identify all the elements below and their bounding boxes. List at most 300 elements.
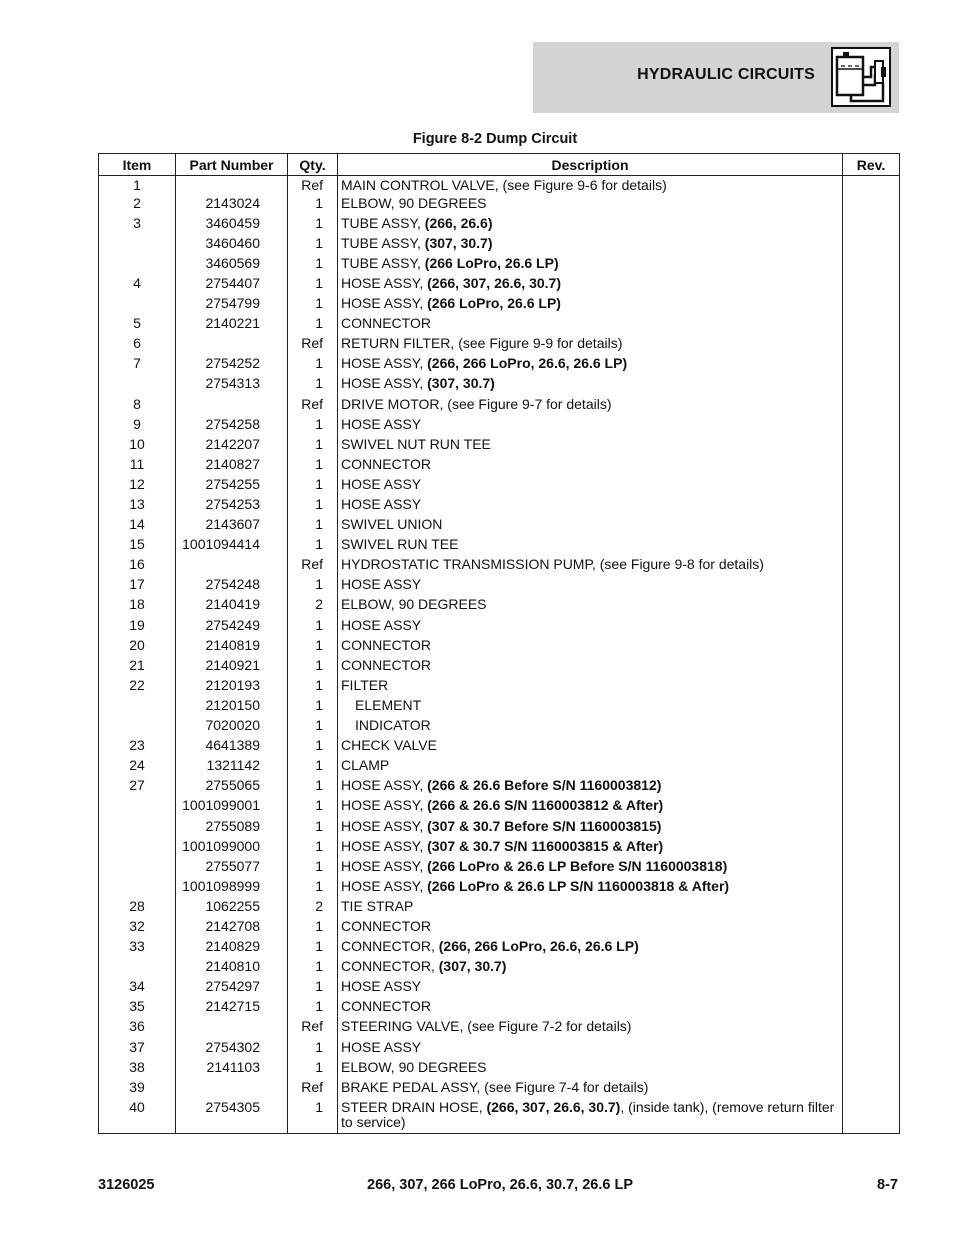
- qty-cell: 1: [288, 698, 338, 718]
- table-row: [99, 457, 900, 477]
- table-row: [99, 939, 900, 959]
- item-cell: 40: [99, 1100, 176, 1134]
- description-cell: [338, 276, 843, 296]
- description-cell: [338, 778, 843, 798]
- description-text: HOSE ASSY,: [341, 817, 428, 834]
- qty-cell: 1: [288, 658, 338, 678]
- part-number-cell: [176, 336, 288, 356]
- item-cell: 23: [99, 738, 176, 758]
- qty-cell: Ref: [288, 557, 338, 577]
- description-cell: [338, 316, 843, 336]
- description-text: CONNECTOR: [341, 998, 431, 1015]
- item-cell: [99, 698, 176, 718]
- item-cell: 32: [99, 919, 176, 939]
- table-row: [99, 618, 900, 638]
- description-cell: [338, 256, 843, 276]
- qty-cell: 1: [288, 979, 338, 999]
- table-row: [99, 176, 900, 196]
- rev-cell: [843, 216, 900, 236]
- description-cell: [338, 819, 843, 839]
- qty-cell: 1: [288, 1040, 338, 1060]
- qty-cell: 2: [288, 597, 338, 617]
- table-row: [99, 256, 900, 276]
- part-number-cell: 1001099000: [176, 839, 288, 859]
- part-number-cell: 2140921: [176, 658, 288, 678]
- part-number-cell: 3460569: [176, 256, 288, 276]
- part-number-cell: 7020020: [176, 718, 288, 738]
- table-row: [99, 1100, 900, 1134]
- column-header-description: Description: [338, 154, 843, 176]
- description-cell: [338, 1080, 843, 1100]
- part-number-cell: [176, 397, 288, 417]
- description-cell: [338, 356, 843, 376]
- item-cell: 21: [99, 658, 176, 678]
- item-cell: 16: [99, 557, 176, 577]
- description-cell: [338, 979, 843, 999]
- description-cell: [338, 899, 843, 919]
- part-number-cell: 1321142: [176, 758, 288, 778]
- model-list: 266, 307, 266 LoPro, 26.6, 30.7, 26.6 LP: [367, 1177, 633, 1193]
- rev-cell: [843, 658, 900, 678]
- description-text: STEERING VALVE, (see Figure 7-2 for details): [341, 1018, 632, 1035]
- part-number-cell: 2755089: [176, 819, 288, 839]
- qty-cell: 1: [288, 718, 338, 738]
- qty-cell: 1: [288, 537, 338, 557]
- rev-cell: [843, 437, 900, 457]
- description-cell: [338, 597, 843, 617]
- table-row: [99, 597, 900, 617]
- qty-cell: 1: [288, 939, 338, 959]
- description-text: SWIVEL NUT RUN TEE: [341, 435, 491, 452]
- item-cell: 15: [99, 537, 176, 557]
- part-number-cell: 2754297: [176, 979, 288, 999]
- rev-cell: [843, 376, 900, 396]
- item-cell: [99, 376, 176, 396]
- table-row: [99, 537, 900, 557]
- item-cell: 19: [99, 618, 176, 638]
- table-row: [99, 236, 900, 256]
- rev-cell: [843, 939, 900, 959]
- part-number-cell: 2754302: [176, 1040, 288, 1060]
- description-text: SWIVEL UNION: [341, 516, 443, 533]
- part-number-cell: [176, 176, 288, 196]
- rev-cell: [843, 758, 900, 778]
- rev-cell: [843, 798, 900, 818]
- table-row: [99, 216, 900, 236]
- rev-cell: [843, 356, 900, 376]
- part-number-cell: 2754248: [176, 577, 288, 597]
- description-text: TUBE ASSY,: [341, 214, 425, 231]
- hydraulic-circuit-icon: [831, 47, 891, 107]
- description-cell: [338, 196, 843, 216]
- table-row: [99, 698, 900, 718]
- qty-cell: 1: [288, 457, 338, 477]
- part-number-cell: 2120150: [176, 698, 288, 718]
- description-text: HOSE ASSY,: [341, 837, 428, 854]
- rev-cell: [843, 397, 900, 417]
- qty-cell: 1: [288, 236, 338, 256]
- rev-cell: [843, 859, 900, 879]
- table-row: [99, 397, 900, 417]
- description-text: HOSE ASSY,: [341, 355, 428, 372]
- part-number-cell: 2754252: [176, 356, 288, 376]
- item-cell: [99, 718, 176, 738]
- qty-cell: 1: [288, 879, 338, 899]
- table-row: [99, 497, 900, 517]
- item-cell: 13: [99, 497, 176, 517]
- item-cell: 27: [99, 778, 176, 798]
- description-text: BRAKE PEDAL ASSY, (see Figure 7-4 for details): [341, 1078, 649, 1095]
- item-cell: 17: [99, 577, 176, 597]
- item-cell: 10: [99, 437, 176, 457]
- qty-cell: 1: [288, 778, 338, 798]
- part-number-cell: 1001094414: [176, 537, 288, 557]
- rev-cell: [843, 517, 900, 537]
- description-text: STEER DRAIN HOSE,: [341, 1098, 487, 1115]
- qty-cell: 1: [288, 316, 338, 336]
- part-number-cell: [176, 557, 288, 577]
- part-number-cell: 3460460: [176, 236, 288, 256]
- description-note: , (inside tank), (remove return filter to service): [341, 1098, 835, 1130]
- description-text: TUBE ASSY,: [341, 234, 425, 251]
- description-cell: [338, 537, 843, 557]
- qty-cell: 1: [288, 959, 338, 979]
- description-model-spec: (266, 26.6): [424, 214, 493, 231]
- rev-cell: [843, 819, 900, 839]
- item-cell: 11: [99, 457, 176, 477]
- item-cell: 3: [99, 216, 176, 236]
- item-cell: 33: [99, 939, 176, 959]
- item-cell: 7: [99, 356, 176, 376]
- table-row: [99, 376, 900, 396]
- rev-cell: [843, 738, 900, 758]
- item-cell: 22: [99, 678, 176, 698]
- part-number-cell: 4641389: [176, 738, 288, 758]
- rev-cell: [843, 537, 900, 557]
- part-number-cell: 2141103: [176, 1060, 288, 1080]
- item-cell: 20: [99, 638, 176, 658]
- description-cell: [338, 758, 843, 778]
- description-text: TIE STRAP: [341, 897, 414, 914]
- table-row: [99, 658, 900, 678]
- rev-cell: [843, 236, 900, 256]
- description-cell: [338, 618, 843, 638]
- table-row: [99, 999, 900, 1019]
- table-row: [99, 276, 900, 296]
- description-model-spec: (266 LoPro, 26.6 LP): [427, 295, 561, 312]
- parts-table-body: [99, 176, 900, 1134]
- description-model-spec: (307 & 30.7 Before S/N 1160003815): [427, 817, 662, 834]
- table-row: [99, 738, 900, 758]
- qty-cell: 1: [288, 798, 338, 818]
- rev-cell: [843, 336, 900, 356]
- description-model-spec: (266, 266 LoPro, 26.6, 26.6 LP): [427, 355, 628, 372]
- description-text: HOSE ASSY: [341, 616, 422, 633]
- description-cell: [338, 919, 843, 939]
- rev-cell: [843, 778, 900, 798]
- rev-cell: [843, 577, 900, 597]
- part-number-cell: 2142715: [176, 999, 288, 1019]
- description-text: HOSE ASSY: [341, 475, 422, 492]
- description-text: HOSE ASSY: [341, 1038, 422, 1055]
- qty-cell: 2: [288, 899, 338, 919]
- section-title: HYDRAULIC CIRCUITS: [637, 66, 815, 83]
- item-cell: [99, 236, 176, 256]
- table-row: [99, 577, 900, 597]
- rev-cell: [843, 1080, 900, 1100]
- description-cell: [338, 176, 843, 196]
- description-model-spec: (266 LoPro & 26.6 LP Before S/N 1160003818): [427, 857, 728, 874]
- rev-cell: [843, 296, 900, 316]
- rev-cell: [843, 417, 900, 437]
- qty-cell: 1: [288, 1100, 338, 1134]
- qty-cell: 1: [288, 839, 338, 859]
- description-cell: [338, 477, 843, 497]
- rev-cell: [843, 316, 900, 336]
- description-text: CONNECTOR: [341, 636, 431, 653]
- part-number-cell: 2754253: [176, 497, 288, 517]
- description-text: HOSE ASSY: [341, 978, 422, 995]
- description-text: HOSE ASSY: [341, 576, 422, 593]
- description-cell: [338, 497, 843, 517]
- description-model-spec: (266 LoPro, 26.6 LP): [424, 254, 559, 271]
- table-row: [99, 1040, 900, 1060]
- item-cell: 38: [99, 1060, 176, 1080]
- part-number-cell: 2754255: [176, 477, 288, 497]
- description-model-spec: (266, 307, 26.6, 30.7): [427, 274, 561, 291]
- part-number-cell: 2754249: [176, 618, 288, 638]
- description-cell: [338, 417, 843, 437]
- item-cell: [99, 859, 176, 879]
- table-row: [99, 437, 900, 457]
- table-row: [99, 638, 900, 658]
- section-header: [533, 42, 899, 113]
- part-number-cell: 1001099001: [176, 798, 288, 818]
- item-cell: 39: [99, 1080, 176, 1100]
- item-cell: 14: [99, 517, 176, 537]
- part-number-cell: [176, 1019, 288, 1039]
- item-cell: 37: [99, 1040, 176, 1060]
- rev-cell: [843, 919, 900, 939]
- description-cell: [338, 939, 843, 959]
- rev-cell: [843, 1100, 900, 1134]
- qty-cell: Ref: [288, 1080, 338, 1100]
- table-row: [99, 798, 900, 818]
- description-cell: [338, 236, 843, 256]
- description-cell: [338, 879, 843, 899]
- description-model-spec: (266 & 26.6 S/N 1160003812 & After): [427, 797, 664, 814]
- rev-cell: [843, 959, 900, 979]
- table-row: [99, 778, 900, 798]
- description-cell: [338, 457, 843, 477]
- part-number-cell: 2142708: [176, 919, 288, 939]
- qty-cell: Ref: [288, 397, 338, 417]
- rev-cell: [843, 638, 900, 658]
- rev-cell: [843, 477, 900, 497]
- qty-cell: 1: [288, 919, 338, 939]
- rev-cell: [843, 678, 900, 698]
- description-cell: [338, 437, 843, 457]
- description-text: HOSE ASSY: [341, 496, 422, 512]
- description-text: CHECK VALVE: [341, 737, 437, 754]
- description-model-spec: (307, 30.7): [427, 375, 495, 392]
- qty-cell: 1: [288, 376, 338, 396]
- qty-cell: 1: [288, 417, 338, 437]
- table-row: [99, 718, 900, 738]
- qty-cell: 1: [288, 497, 338, 517]
- rev-cell: [843, 557, 900, 577]
- qty-cell: 1: [288, 859, 338, 879]
- part-number-cell: 2754799: [176, 296, 288, 316]
- description-text: HYDROSTATIC TRANSMISSION PUMP, (see Figure 9-8 for details): [341, 556, 764, 573]
- rev-cell: [843, 718, 900, 738]
- rev-cell: [843, 1040, 900, 1060]
- table-row: [99, 356, 900, 376]
- table-row: [99, 819, 900, 839]
- table-row: [99, 959, 900, 979]
- qty-cell: 1: [288, 638, 338, 658]
- part-number-cell: 2142207: [176, 437, 288, 457]
- qty-cell: 1: [288, 296, 338, 316]
- description-text: FILTER: [341, 676, 389, 693]
- description-text: CONNECTOR: [341, 315, 431, 332]
- qty-cell: 1: [288, 517, 338, 537]
- item-cell: 18: [99, 597, 176, 617]
- rev-cell: [843, 839, 900, 859]
- part-number-cell: 2140819: [176, 638, 288, 658]
- description-cell: [338, 336, 843, 356]
- part-number-cell: 2140827: [176, 457, 288, 477]
- part-number-cell: 1062255: [176, 899, 288, 919]
- qty-cell: 1: [288, 618, 338, 638]
- description-text: DRIVE MOTOR, (see Figure 9-7 for details): [341, 395, 612, 412]
- item-cell: 6: [99, 336, 176, 356]
- part-number-cell: 2754313: [176, 376, 288, 396]
- description-text: CONNECTOR,: [341, 938, 439, 955]
- figure-title: Figure 8-2 Dump Circuit: [412, 131, 578, 147]
- item-cell: 2: [99, 196, 176, 216]
- rev-cell: [843, 979, 900, 999]
- item-cell: [99, 256, 176, 276]
- table-row: [99, 417, 900, 437]
- description-cell: [338, 577, 843, 597]
- description-text: CLAMP: [341, 757, 390, 774]
- description-text: CONNECTOR: [341, 917, 431, 934]
- item-cell: 12: [99, 477, 176, 497]
- item-cell: [99, 959, 176, 979]
- part-number-cell: 2754407: [176, 276, 288, 296]
- page-number: 8-7: [877, 1177, 898, 1193]
- item-cell: 4: [99, 276, 176, 296]
- table-row: [99, 196, 900, 216]
- column-header-item: Item: [99, 154, 176, 176]
- description-cell: [338, 959, 843, 979]
- description-text: RETURN FILTER, (see Figure 9-9 for details): [341, 335, 623, 352]
- table-row: [99, 678, 900, 698]
- qty-cell: 1: [288, 738, 338, 758]
- rev-cell: [843, 176, 900, 196]
- description-cell: [338, 638, 843, 658]
- rev-cell: [843, 879, 900, 899]
- qty-cell: 1: [288, 356, 338, 376]
- item-cell: 35: [99, 999, 176, 1019]
- rev-cell: [843, 196, 900, 216]
- qty-cell: Ref: [288, 176, 338, 196]
- description-text: TUBE ASSY,: [341, 254, 425, 271]
- table-row: [99, 296, 900, 316]
- part-number-cell: 3460459: [176, 216, 288, 236]
- description-text: ELBOW, 90 DEGREES: [341, 596, 487, 613]
- qty-cell: 1: [288, 477, 338, 497]
- qty-cell: 1: [288, 216, 338, 236]
- description-cell: [338, 296, 843, 316]
- item-cell: 36: [99, 1019, 176, 1039]
- description-cell: [338, 839, 843, 859]
- qty-cell: Ref: [288, 336, 338, 356]
- description-cell: [338, 1040, 843, 1060]
- item-cell: 8: [99, 397, 176, 417]
- table-row: [99, 336, 900, 356]
- qty-cell: 1: [288, 999, 338, 1019]
- qty-cell: 1: [288, 819, 338, 839]
- description-text: ELEMENT: [355, 696, 422, 713]
- column-header-qty: Qty.: [288, 154, 338, 176]
- description-text: ELBOW, 90 DEGREES: [341, 194, 487, 211]
- description-cell: [338, 798, 843, 818]
- rev-cell: [843, 597, 900, 617]
- table-row: [99, 1080, 900, 1100]
- item-cell: 5: [99, 316, 176, 336]
- qty-cell: 1: [288, 256, 338, 276]
- qty-cell: Ref: [288, 1019, 338, 1039]
- description-model-spec: (307, 30.7): [438, 958, 507, 975]
- item-cell: 28: [99, 899, 176, 919]
- description-cell: [338, 738, 843, 758]
- column-header-part-number: Part Number: [176, 154, 288, 176]
- table-row: [99, 979, 900, 999]
- part-number-cell: 2140221: [176, 316, 288, 336]
- rev-cell: [843, 999, 900, 1019]
- description-text: CONNECTOR: [341, 656, 431, 673]
- item-cell: 34: [99, 979, 176, 999]
- parts-table: [98, 153, 900, 1134]
- part-number-cell: 2143607: [176, 517, 288, 537]
- column-header-rev: Rev.: [843, 154, 900, 176]
- table-row: [99, 919, 900, 939]
- table-header-row: [99, 154, 900, 176]
- description-cell: [338, 376, 843, 396]
- part-number-cell: 2120193: [176, 678, 288, 698]
- description-model-spec: (307, 30.7): [424, 234, 493, 251]
- qty-cell: 1: [288, 678, 338, 698]
- item-cell: 9: [99, 417, 176, 437]
- description-cell: [338, 1100, 843, 1134]
- table-row: [99, 1060, 900, 1080]
- description-text: HOSE ASSY,: [341, 274, 428, 291]
- part-number-cell: 2140419: [176, 597, 288, 617]
- part-number-cell: 2755077: [176, 859, 288, 879]
- description-cell: [338, 678, 843, 698]
- description-model-spec: (266 LoPro & 26.6 LP S/N 1160003818 & After): [427, 877, 730, 894]
- part-number-cell: 2754305: [176, 1100, 288, 1134]
- table-row: [99, 316, 900, 336]
- description-cell: [338, 718, 843, 738]
- table-row: [99, 879, 900, 899]
- description-model-spec: (307 & 30.7 S/N 1160003815 & After): [427, 837, 664, 854]
- qty-cell: 1: [288, 1060, 338, 1080]
- description-text: MAIN CONTROL VALVE, (see Figure 9-6 for details): [341, 177, 667, 193]
- description-cell: [338, 397, 843, 417]
